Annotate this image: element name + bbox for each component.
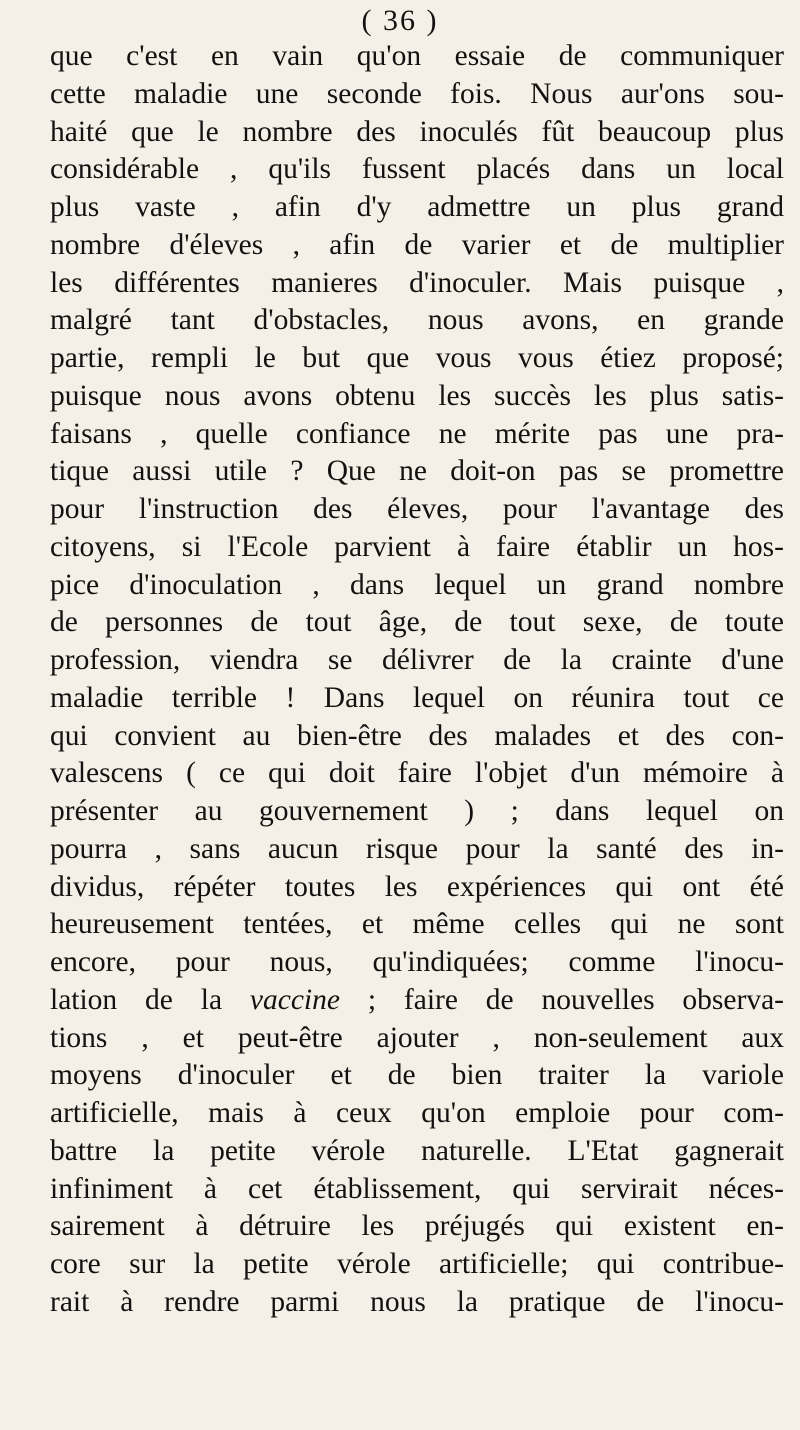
text-line xyxy=(50,1284,784,1322)
text-segment: infiniment à cet établissement, qui servirait néces- xyxy=(50,1172,784,1205)
text-line xyxy=(50,151,784,189)
text-line xyxy=(50,906,784,944)
body-text xyxy=(50,38,784,1322)
text-line xyxy=(50,1133,784,1171)
text-segment: tions , et peut-être ajouter , non-seulement aux xyxy=(50,1021,784,1054)
italic-word: vaccine xyxy=(249,983,340,1016)
text-line xyxy=(50,944,784,982)
text-line xyxy=(50,265,784,303)
text-line xyxy=(50,114,784,152)
text-segment: pourra , sans aucun risque pour la santé des in- xyxy=(50,832,784,865)
text-segment: plus vaste , afin d'y admettre un plus grand xyxy=(50,191,784,223)
text-segment: battre la petite vérole naturelle. L'Etat gagnerait xyxy=(50,1134,784,1167)
text-line xyxy=(50,76,784,114)
text-segment: pour l'instruction des éleves, pour l'avantage des xyxy=(50,493,784,525)
text-line xyxy=(50,793,784,831)
text-segment: sairement à détruire les préjugés qui existent en- xyxy=(50,1210,784,1243)
text-segment: qui convient au bien-être des malades et des con- xyxy=(50,719,784,752)
text-line xyxy=(50,227,784,265)
text-segment: cette maladie une seconde fois. Nous aur'ons sou- xyxy=(50,77,784,110)
text-segment: considérable , qu'ils fussent placés dans un local xyxy=(50,153,784,186)
text-line xyxy=(50,340,784,378)
text-segment: ; faire de nouvelles observa- xyxy=(339,983,784,1016)
text-line xyxy=(50,491,784,529)
text-segment: profession, viendra se délivrer de la crainte d'une xyxy=(50,644,784,676)
text-line xyxy=(50,604,784,642)
text-segment: nombre d'éleves , afin de varier et de multiplier xyxy=(50,228,784,261)
text-line xyxy=(50,642,784,680)
text-segment: partie, rempli le but que vous vous étiez proposé; xyxy=(50,342,784,374)
text-segment: malgré tant d'obstacles, nous avons, en grande xyxy=(50,304,784,337)
text-line xyxy=(50,1208,784,1246)
text-line xyxy=(50,1020,784,1058)
text-line xyxy=(50,529,784,567)
text-segment: valescens ( ce qui doit faire l'objet d'un mémoire à xyxy=(50,757,784,790)
text-line xyxy=(50,831,784,869)
text-line xyxy=(50,982,784,1020)
text-segment: lation de la xyxy=(50,983,250,1016)
text-segment: citoyens, si l'Ecole parvient à faire établir un hos- xyxy=(50,530,784,563)
text-segment: moyens d'inoculer et de bien traiter la variole xyxy=(50,1059,784,1092)
text-segment: les différentes manieres d'inoculer. Mais puisque , xyxy=(50,266,784,299)
text-line xyxy=(50,755,784,793)
text-segment: de personnes de tout âge, de tout sexe, de toute xyxy=(50,606,784,639)
text-segment: pice d'inoculation , dans lequel un grand nombre xyxy=(50,568,784,601)
text-segment: artificielle, mais à ceux qu'on emploie pour com- xyxy=(50,1097,784,1129)
text-line xyxy=(50,1171,784,1209)
text-segment: heureusement tentées, et même celles qui ne sont xyxy=(50,908,784,941)
page-number: ( 36 ) xyxy=(361,4,439,37)
text-segment: encore, pour nous, qu'indiquées; comme l'inocu- xyxy=(50,946,784,978)
text-segment: rait à rendre parmi nous la pratique de l'inocu- xyxy=(50,1285,784,1318)
text-line xyxy=(50,416,784,454)
text-line xyxy=(50,453,784,491)
text-segment: faisans , quelle confiance ne mérite pas une pra- xyxy=(50,417,784,450)
text-segment: core sur la petite vérole artificielle; qui contribue- xyxy=(50,1248,784,1280)
text-segment: puisque nous avons obtenu les succès les plus satis- xyxy=(50,379,784,412)
text-segment: dividus, répéter toutes les expériences qui ont été xyxy=(50,870,784,903)
text-segment: haité que le nombre des inoculés fût beaucoup plus xyxy=(50,115,784,148)
text-line xyxy=(50,1095,784,1133)
text-line xyxy=(50,378,784,416)
text-segment: maladie terrible ! Dans lequel on réunira tout ce xyxy=(50,681,784,714)
text-segment: présenter au gouvernement ) ; dans lequel on xyxy=(50,795,784,827)
text-line xyxy=(50,718,784,756)
text-line xyxy=(50,567,784,605)
text-line xyxy=(50,869,784,907)
text-line xyxy=(50,680,784,718)
text-segment: que c'est en vain qu'on essaie de communiquer xyxy=(50,40,784,72)
text-line xyxy=(50,1246,784,1284)
text-segment: tique aussi utile ? Que ne doit-on pas se promettre xyxy=(50,455,784,488)
text-line xyxy=(50,38,784,76)
text-line xyxy=(50,189,784,227)
text-line xyxy=(50,1057,784,1095)
text-line xyxy=(50,302,784,340)
